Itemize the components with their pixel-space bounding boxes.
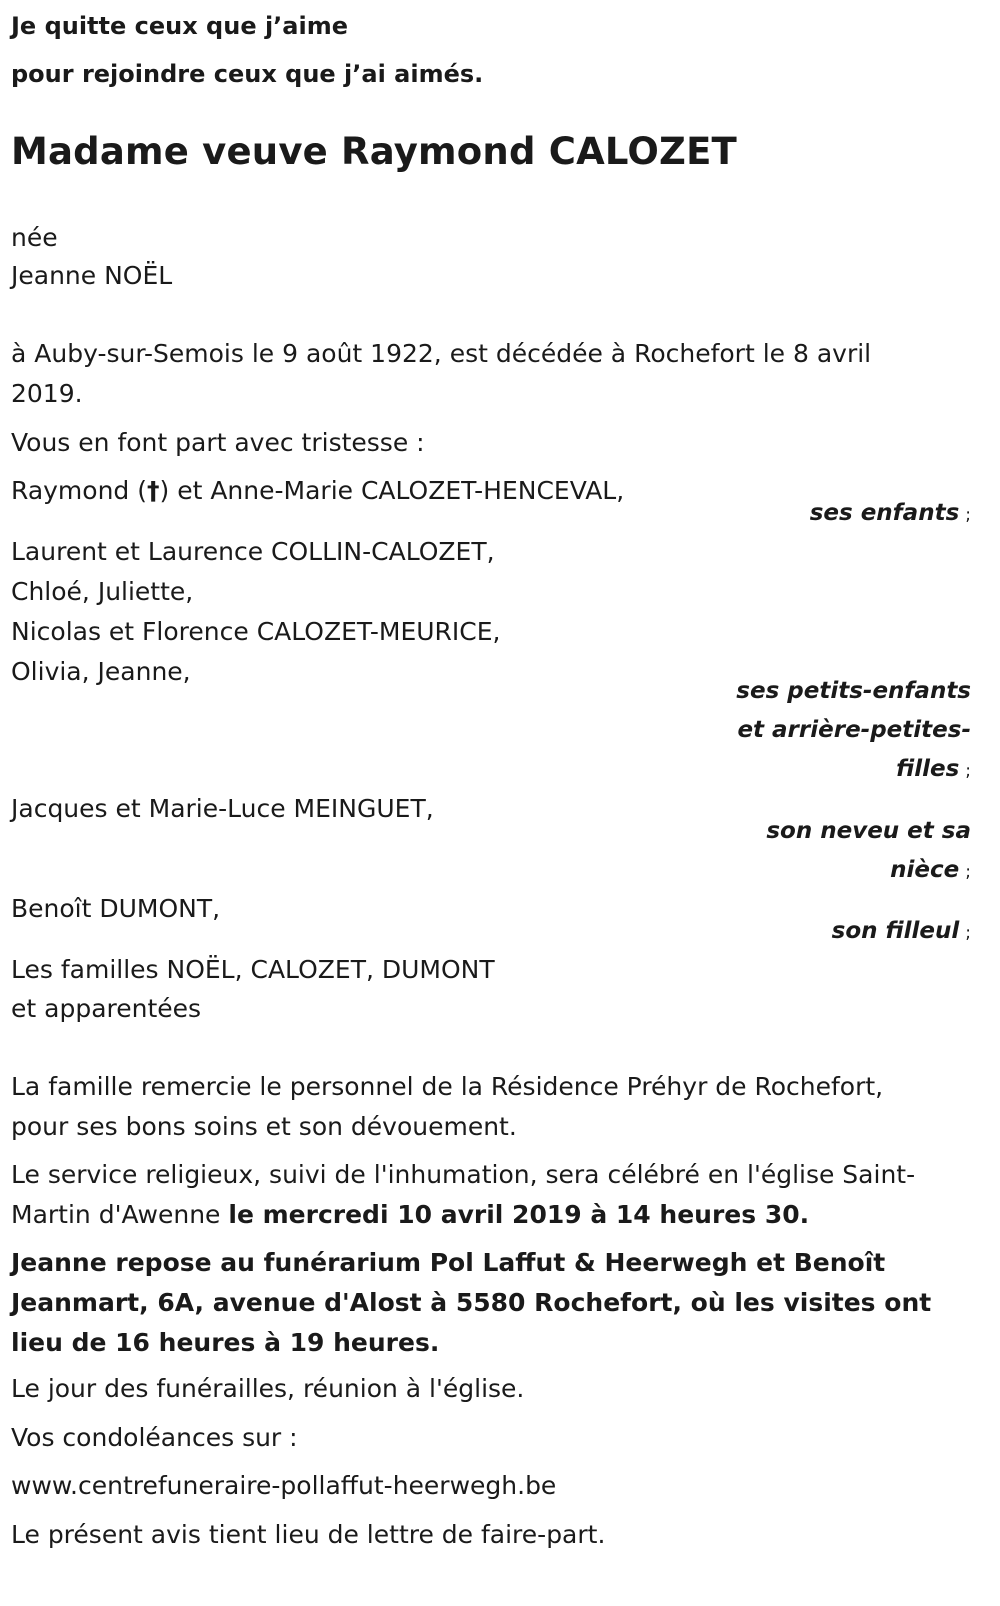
service-text: Le service religieux, suivi de l'inhumation, sera célébré en l'église Saint-Martin d'Awenne le mercredi 10 avril 2019 à 14 heures 30. [11,1160,916,1229]
epigraph-line-2: pour rejoindre ceux que j’ai aimés. [11,60,484,88]
relation-grandchildren: ses petits-enfants et arrière-petites- filles ; [736,678,971,782]
page-title: Madame veuve Raymond CALOZET [11,130,737,173]
relation-nephew: son neveu et sa nièce ; [766,818,971,883]
funeral-day-text: Le jour des funérailles, réunion à l'église. [11,1374,525,1403]
list-item: Chloé, Juliette, [11,577,194,606]
condolences-text: Vos condoléances sur : [11,1423,298,1452]
list-item: Laurent et Laurence COLLIN-CALOZET, [11,537,495,566]
grandchildren-names [11,532,961,692]
service-date: le mercredi 10 avril 2019 à 14 heures 30. [228,1200,810,1229]
families-line-2: et apparentées [11,994,202,1023]
rest-text: Jeanne repose au funérarium Pol Laffut & Heerwegh et Benoît Jeanmart, 6A, avenue d'Alost à 5580 Rochefort, où les visites ont lieu de 16 heures à 19 heures. [11,1248,932,1357]
children-names: Raymond (†) et Anne-Marie CALOZET-HENCEVAL, [11,476,625,505]
thanks-text: La famille remercie le personnel de la Résidence Préhyr de Rochefort, pour ses bons soins et son dévouement. [11,1072,884,1141]
relation-children: ses enfants ; [809,500,971,526]
list-item: Olivia, Jeanne, [11,657,191,686]
website-link[interactable]: www.centrefuneraire-pollaffut-heerwegh.be [11,1471,557,1500]
relation-godson: son filleul ; [831,918,971,944]
cross-icon: † [147,476,160,505]
maiden-name: Jeanne NOËL [11,261,173,290]
announce-text: Vous en font part avec tristesse : [11,428,425,457]
nephew-names: Jacques et Marie-Luce MEINGUET, [11,794,434,823]
families-line-1: Les familles NOËL, CALOZET, DUMONT [11,955,495,984]
epigraph-line-1: Je quitte ceux que j’aime [11,12,349,40]
born-label: née [11,223,58,252]
godson-name: Benoît DUMONT, [11,894,221,923]
list-item: Nicolas et Florence CALOZET-MEURICE, [11,617,501,646]
closing-text: Le présent avis tient lieu de lettre de faire-part. [11,1520,606,1549]
death-notice: à Auby-sur-Semois le 9 août 1922, est décédée à Rochefort le 8 avril 2019. [11,339,872,408]
